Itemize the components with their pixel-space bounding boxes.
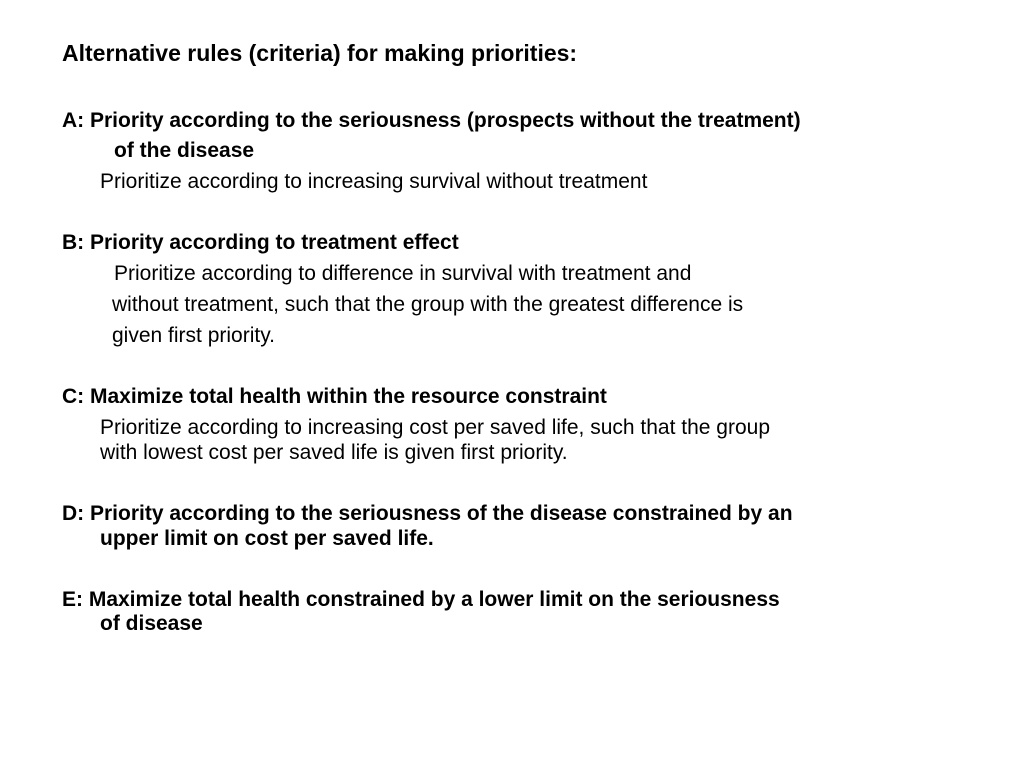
rule-d-heading-line-1: D: Priority according to the seriousness of the disease constrained by an [62,502,793,525]
rule-a-heading-line-1: A: Priority according to the seriousness (prospects without the treatment) [62,109,801,132]
rule-e-heading-line-1: E: Maximize total health constrained by a lower limit on the seriousness [62,588,780,611]
rule-c-body-line-1: Prioritize according to increasing cost per saved life, such that the group [100,416,771,439]
rule-d-heading-line-2: upper limit on cost per saved life. [100,527,434,550]
rule-b-body-line-3: given first priority. [112,324,275,347]
rule-b-body-line-1: Prioritize according to difference in survival with treatment and [114,262,692,285]
rule-e-heading-line-2: of disease [100,612,203,635]
slide-title: Alternative rules (criteria) for making priorities: [62,40,578,66]
rule-c-heading-line-1: C: Maximize total health within the resource constraint [62,385,607,408]
rule-b-heading-line-1: B: Priority according to treatment effect [62,231,459,254]
rule-b-body-line-2: without treatment, such that the group with the greatest difference is [112,293,744,316]
rule-a-heading-line-2: of the disease [114,139,255,162]
rule-c-body-line-2: with lowest cost per saved life is given first priority. [100,441,568,464]
rule-a-body-line-1: Prioritize according to increasing survival without treatment [100,170,648,193]
